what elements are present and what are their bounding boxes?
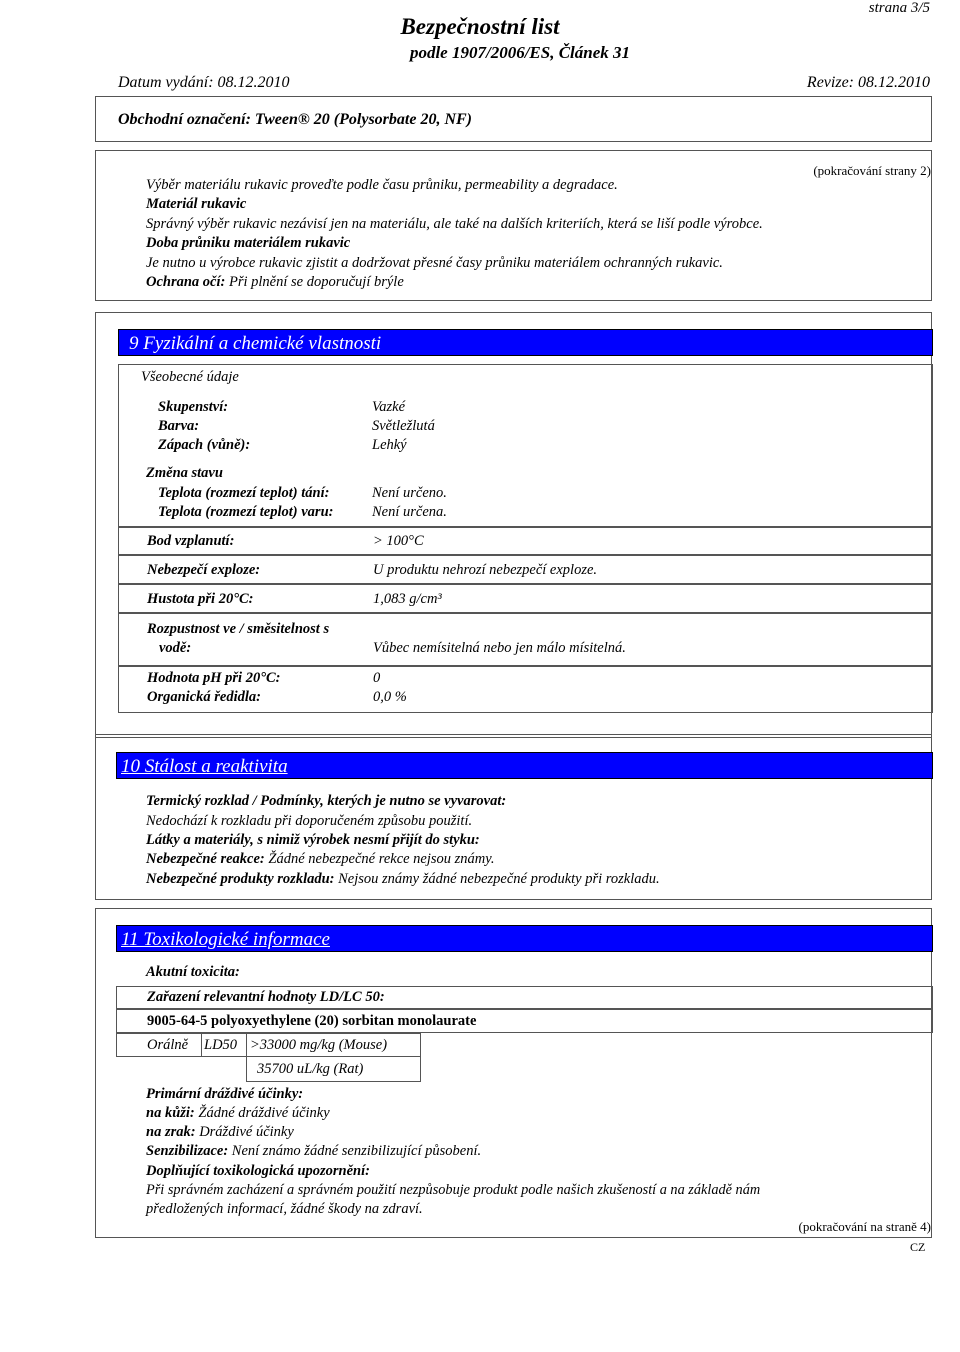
document-subtitle: podle 1907/2006/ES, Článek 31 [409, 43, 631, 62]
density-label: Hustota při 20°C: [147, 591, 254, 607]
ph-solvent-row [118, 666, 933, 713]
next-page-note: (pokračování na straně 4) [798, 1219, 931, 1234]
section-10-title: 10 Stálost a reaktivita [121, 756, 288, 777]
additional-text-2: předložených informací, žádné škody na zdraví. [146, 1201, 423, 1217]
color-label: Barva: [158, 418, 200, 434]
value-cell-2 [246, 1056, 421, 1082]
skin-effect [146, 1105, 330, 1122]
page-number: strana 3/5 [868, 0, 930, 16]
solubility-label-1: Rozpustnost ve / směsitelnost s [147, 621, 330, 637]
text-line: Správný výběr rukavic nezávisí jen na materiálu, ale také na dalších kriteriích, která se liší podle výrobce. [146, 216, 763, 232]
ld-value-2: 35700 uL/kg (Rat) [257, 1061, 364, 1077]
eye-protection [146, 274, 404, 291]
explosion-row [118, 555, 933, 584]
skin-label: na kůži: [146, 1105, 195, 1121]
melt-value: Není určeno. [372, 485, 447, 501]
issue-date: Datum vydání: 08.12.2010 [118, 74, 290, 91]
section-10-box [95, 734, 932, 900]
general-heading: Všeobecné údaje [141, 369, 239, 385]
thermal-text: Nedochází k rozkladu při doporučeném způsobu použití. [146, 813, 473, 829]
solubility-row [118, 613, 933, 666]
subheading: Materiál rukavic [146, 196, 247, 212]
eye-label: na zrak: [146, 1124, 196, 1140]
decomposition-products [146, 871, 660, 888]
thermal-heading: Termický rozklad / Podmínky, kterých je nutno se vyvarovat: [146, 793, 507, 809]
trade-name-box [95, 96, 932, 142]
substance-name: 9005-64-5 polyoxyethylene (20) sorbitan monolaurate [147, 1013, 477, 1029]
reactions-label: Nebezpečné reakce: [146, 851, 265, 867]
language-code: CZ [910, 1240, 926, 1254]
state-value: Vazké [372, 399, 406, 415]
solubility-value: Vůbec nemísitelná nebo jen málo mísitelná. [373, 640, 626, 656]
subheading: Doba průniku materiálem rukavic [146, 235, 351, 251]
flash-point-row [118, 527, 933, 555]
state-label: Skupenství: [158, 399, 229, 415]
products-label: Nebezpečné produkty rozkladu: [146, 871, 335, 887]
continuation-note: (pokračování strany 2) [813, 163, 931, 178]
melt-label: Teplota (rozmezí teplot) tání: [158, 485, 330, 501]
change-heading: Změna stavu [146, 465, 223, 481]
eye-effect [146, 1124, 294, 1141]
flash-label: Bod vzplanutí: [147, 533, 235, 549]
section-9-title: 9 Fyzikální a chemické vlastnosti [129, 333, 382, 354]
products-value: Nejsou známy žádné nebezpečné produkty při rozkladu. [338, 871, 660, 887]
incompatible-heading: Látky a materiály, s nimiž výrobek nesmí přijít do styku: [146, 832, 480, 848]
additional-heading: Doplňující toxikologická upozornění: [146, 1163, 370, 1179]
eye-value: Dráždivé účinky [199, 1124, 294, 1140]
sensitization-label: Senzibilizace: [146, 1143, 229, 1159]
solvent-label: Organická ředidla: [147, 689, 261, 705]
color-value: Světležlutá [372, 418, 435, 434]
hazardous-reactions [146, 851, 495, 868]
ld-heading: Zařazení relevantní hodnoty LD/LC 50: [147, 989, 385, 1005]
solvent-value: 0,0 % [373, 689, 407, 705]
density-row [118, 584, 933, 613]
flash-value: > 100°C [373, 533, 424, 549]
substance-row [116, 1009, 933, 1033]
section-9-box [95, 312, 932, 738]
section-11-header [116, 925, 933, 952]
document-title: Bezpečnostní list [400, 14, 560, 39]
irritation-heading: Primární dráždivé účinky: [146, 1086, 304, 1102]
additional-text-1: Při správném zacházení a správném použití nezpůsobuje produkt podle našich zkušeností a na základě nám [146, 1182, 761, 1198]
ld-value-1: >33000 mg/kg (Mouse) [250, 1037, 388, 1053]
section-9-header [118, 329, 933, 356]
trade-name: Obchodní označení: Tween® 20 (Polysorbate 20, NF) [118, 111, 473, 128]
skin-value: Žádné dráždivé účinky [198, 1105, 330, 1121]
route: Orálně [147, 1037, 189, 1053]
text-line: Je nutno u výrobce rukavic zjistit a dodržovat přesné časy průniku materiálem ochranných rukavic. [146, 255, 723, 271]
eye-protection-label: Ochrana očí: [146, 274, 226, 290]
route-cell [116, 1033, 202, 1057]
param-cell [201, 1033, 247, 1057]
revision-date: Revize: 08.12.2010 [806, 74, 930, 91]
ph-label: Hodnota pH při 20°C: [147, 670, 281, 686]
reactions-value: Žádné nebezpečné rekce nejsou známy. [268, 851, 495, 867]
param: LD50 [204, 1037, 238, 1053]
value-cell-1 [246, 1033, 421, 1057]
explosion-label: Nebezpečí exploze: [147, 562, 261, 578]
continuation-box [95, 150, 932, 301]
acute-toxicity-heading: Akutní toxicita: [146, 964, 240, 980]
odor-value: Lehký [372, 437, 407, 453]
ld-row [116, 986, 933, 1009]
eye-protection-value: Při plnění se doporučují brýle [228, 274, 404, 290]
explosion-value: U produktu nehrozí nebezpečí exploze. [373, 562, 598, 578]
text-line: Výběr materiálu rukavic proveďte podle času průniku, permeability a degradace. [146, 177, 618, 193]
odor-label: Zápach (vůně): [158, 437, 251, 453]
boil-label: Teplota (rozmezí teplot) varu: [158, 504, 334, 520]
density-value: 1,083 g/cm³ [373, 591, 442, 607]
boil-value: Není určena. [372, 504, 447, 520]
ph-value: 0 [373, 670, 381, 686]
sensitization [146, 1143, 481, 1160]
sensitization-value: Není známo žádné senzibilizující působení. [231, 1143, 482, 1159]
solubility-label-2: vodě: [159, 640, 192, 656]
section-10-header [116, 752, 933, 779]
section-11-box [95, 908, 932, 1238]
section-11-title: 11 Toxikologické informace [121, 929, 330, 950]
